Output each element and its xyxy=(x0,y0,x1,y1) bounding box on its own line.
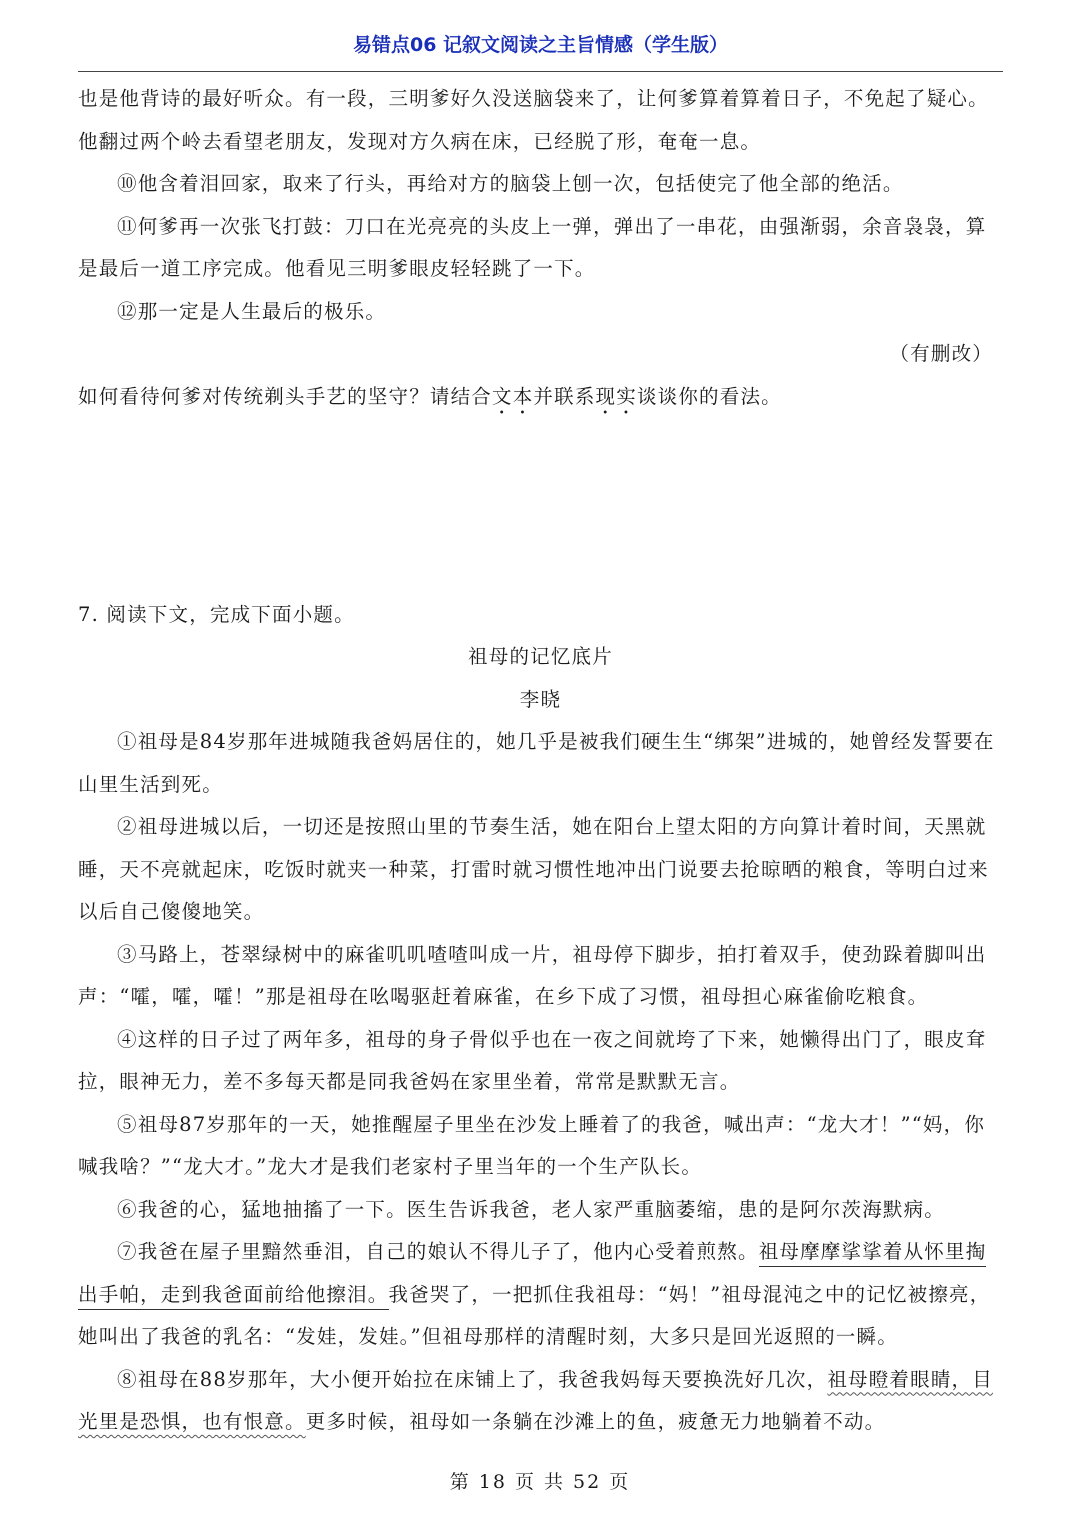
paragraph-text: ⑧祖母在88岁那年，大小便开始拉在床铺上了，我爸我妈每天要换洗好几次， xyxy=(117,1367,828,1391)
passage-paragraph-7 xyxy=(78,1231,1003,1359)
underlined-sentence: 祖母摩摩挲挲着从怀里掏出手帕，走到我爸面前给他擦泪。 xyxy=(78,1240,986,1310)
paragraph-text: 我爸哭了，一把抓住我祖母：“妈！”祖母混沌之中的记忆被擦亮，她叫出了我爸的乳名：“发娃，发娃。”但祖母那样的清醒时刻，大多只是回光返照的一瞬。 xyxy=(78,1282,991,1348)
passage-author: 李晓 xyxy=(519,687,562,711)
question-6-text: 并联系 xyxy=(533,384,596,408)
header-divider xyxy=(78,71,1003,72)
passage-title: 祖母的记忆底片 xyxy=(468,645,613,668)
passage-paragraph-2: ②祖母进城以后，一切还是按照山里的节奏生活，她在阳台上望太阳的方向算计着时间，天黑就睡，天不亮就起床，吃饭时就夹一种菜，打雷时就习惯性地冲出门说要去抢晾晒的粮食，等明白过来以后自己傻傻地笑。 xyxy=(78,815,989,923)
question-7-prompt: 7. 阅读下文，完成下面小题。 xyxy=(78,602,355,626)
emphasis-dots: 现实 xyxy=(595,384,637,408)
passage-paragraph-5: ⑤祖母87岁那年的一天，她推醒屋子里坐在沙发上睡着了的我爸，喊出声：“龙大才！”“妈，你喊我啥？”“龙大才。”龙大才是我们老家村子里当年的一个生产队长。 xyxy=(78,1112,986,1178)
page-header: 易错点06 记叙文阅读之主旨情感（学生版） xyxy=(352,34,729,56)
page-number: 第 18 页 共 52 页 xyxy=(449,1471,631,1493)
passage-paragraph-8 xyxy=(78,1359,1003,1444)
question-6-text: 谈谈你的看法。 xyxy=(636,384,782,408)
passage-paragraph-10: ⑩他含着泪回家，取来了行头，再给对方的脑袋上刨一次，包括使完了他全部的绝活。 xyxy=(117,172,904,195)
passage-paragraph: 也是他背诗的最好听众。有一段，三明爹好久没送脑袋来了，让何爹算着算着日子，不免起了疑心。他翻过两个岭去看望老朋友，发现对方久病在床，已经脱了形，奄奄一息。 xyxy=(78,87,989,153)
paragraph-text: 更多时候，祖母如一条躺在沙滩上的鱼，疲惫无力地躺着不动。 xyxy=(305,1410,886,1433)
emphasis-dots: 文本 xyxy=(492,384,534,408)
passage-paragraph-1: ①祖母是84岁那年进城随我爸妈居住的，她几乎是被我们硬生生“绑架”进城的，她曾经发誓要在山里生活到死。 xyxy=(78,730,995,796)
edit-note: （有删改） xyxy=(889,342,993,365)
question-6 xyxy=(78,376,1003,419)
passage-paragraph-12: ⑫那一定是人生最后的极乐。 xyxy=(117,299,387,323)
passage-paragraph-3: ③马路上，苍翠绿树中的麻雀叽叽喳喳叫成一片，祖母停下脚步，拍打着双手，使劲跺着脚叫出声：“嚯，嚯，嚯！”那是祖母在吆喝驱赶着麻雀，在乡下成了习惯，祖母担心麻雀偷吃粮食。 xyxy=(78,942,987,1008)
answer-space xyxy=(78,419,1003,594)
passage-paragraph-11: ⑪何爹再一次张飞打鼓：刀口在光亮亮的头皮上一弹，弹出了一串花，由强渐弱，余音袅袅，算是最后一道工序完成。他看见三明爹眼皮轻轻跳了一下。 xyxy=(78,214,987,280)
document-body xyxy=(78,78,1003,1444)
wavy-underlined-sentence: 祖母瞪着眼睛，目光里是恐惧，也有恨意。 xyxy=(78,1367,993,1433)
passage-paragraph-4: ④这样的日子过了两年多，祖母的身子骨似乎也在一夜之间就垮了下来，她懒得出门了，眼皮耷拉，眼神无力，差不多每天都是同我爸妈在家里坐着，常常是默默无言。 xyxy=(78,1027,987,1093)
passage-paragraph-6: ⑥我爸的心，猛地抽搐了一下。医生告诉我爸，老人家严重脑萎缩，患的是阿尔茨海默病。 xyxy=(117,1197,946,1221)
paragraph-text: ⑦我爸在屋子里黯然垂泪，自己的娘认不得儿子了，他内心受着煎熬。 xyxy=(117,1240,759,1263)
question-6-text: 如何看待何爹对传统剃头手艺的坚守？请结合 xyxy=(78,384,493,408)
